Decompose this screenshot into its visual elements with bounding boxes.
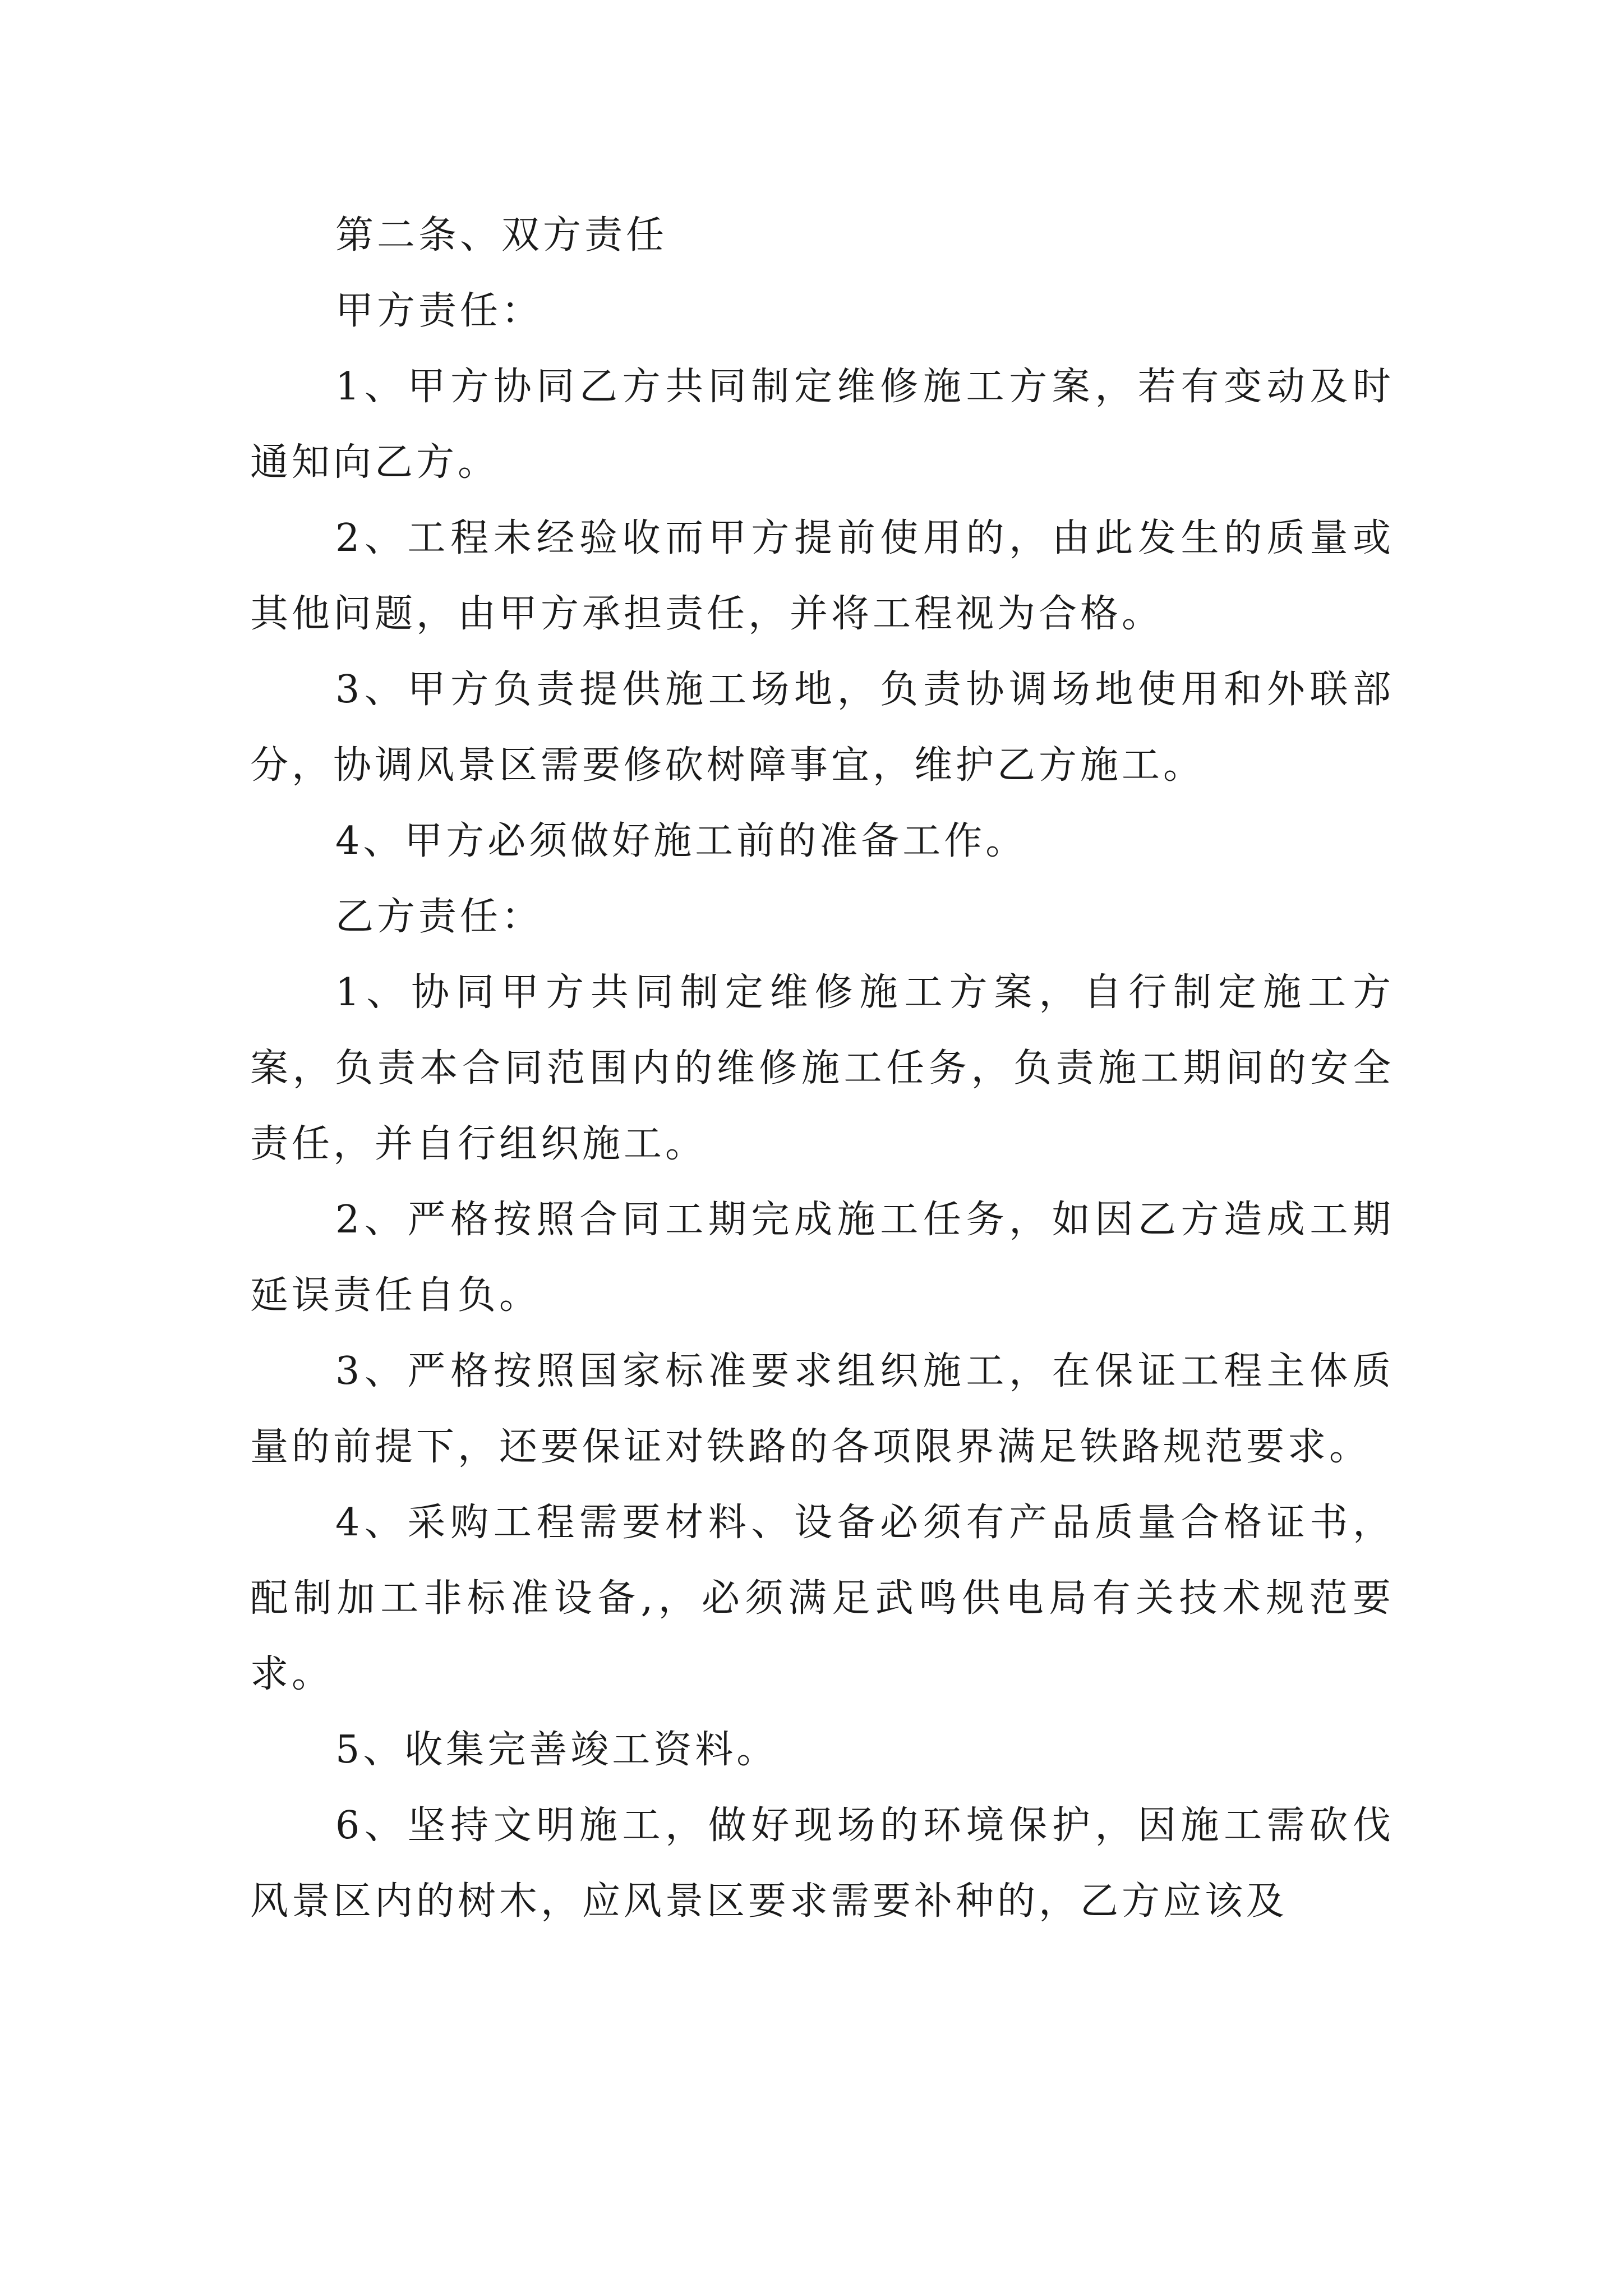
- party-b-clause-3: 3、严格按照国家标准要求组织施工，在保证工程主体质量的前提下，还要保证对铁路的各项限界满足铁路规范要求。: [250, 1349, 1394, 1469]
- party-a-clause-3: 3、甲方负责提供施工场地，负责协调场地使用和外联部分，协调风景区需要修砍树障事宜，维护乙方施工。: [250, 668, 1394, 788]
- document-body: [250, 197, 1394, 1939]
- party-a-responsibilities-heading: 甲方责任：: [335, 289, 543, 333]
- party-b-clause-4: 4、采购工程需要材料、设备必须有产品质量合格证书，配制加工非标准设备,，必须满足武鸣供电局有关技术规范要求。: [250, 1501, 1394, 1696]
- party-b-clause-5: 5、收集完善竣工资料。: [335, 1728, 778, 1772]
- party-b-clause-6: 6、坚持文明施工，做好现场的环境保护，因施工需砍伐风景区内的树木，应风景区要求需要补种的，乙方应该及: [250, 1803, 1394, 1924]
- party-b-responsibilities-heading: 乙方责任：: [335, 895, 543, 939]
- party-b-clause-2: 2、严格按照合同工期完成施工任务，如因乙方造成工期延误责任自负。: [250, 1198, 1394, 1318]
- party-a-clause-1: 1、甲方协同乙方共同制定维修施工方案，若有变动及时通知向乙方。: [250, 365, 1394, 485]
- party-a-clause-4: 4、甲方必须做好施工前的准备工作。: [335, 819, 1027, 863]
- article-2-heading: 第二条、双方责任: [335, 213, 668, 257]
- party-b-clause-1: 1、协同甲方共同制定维修施工方案，自行制定施工方案，负责本合同范围内的维修施工任务，负责施工期间的安全责任，并自行组织施工。: [250, 970, 1394, 1166]
- party-a-clause-2: 2、工程未经验收而甲方提前使用的，由此发生的质量或其他问题，由甲方承担责任，并将工程视为合格。: [250, 516, 1394, 636]
